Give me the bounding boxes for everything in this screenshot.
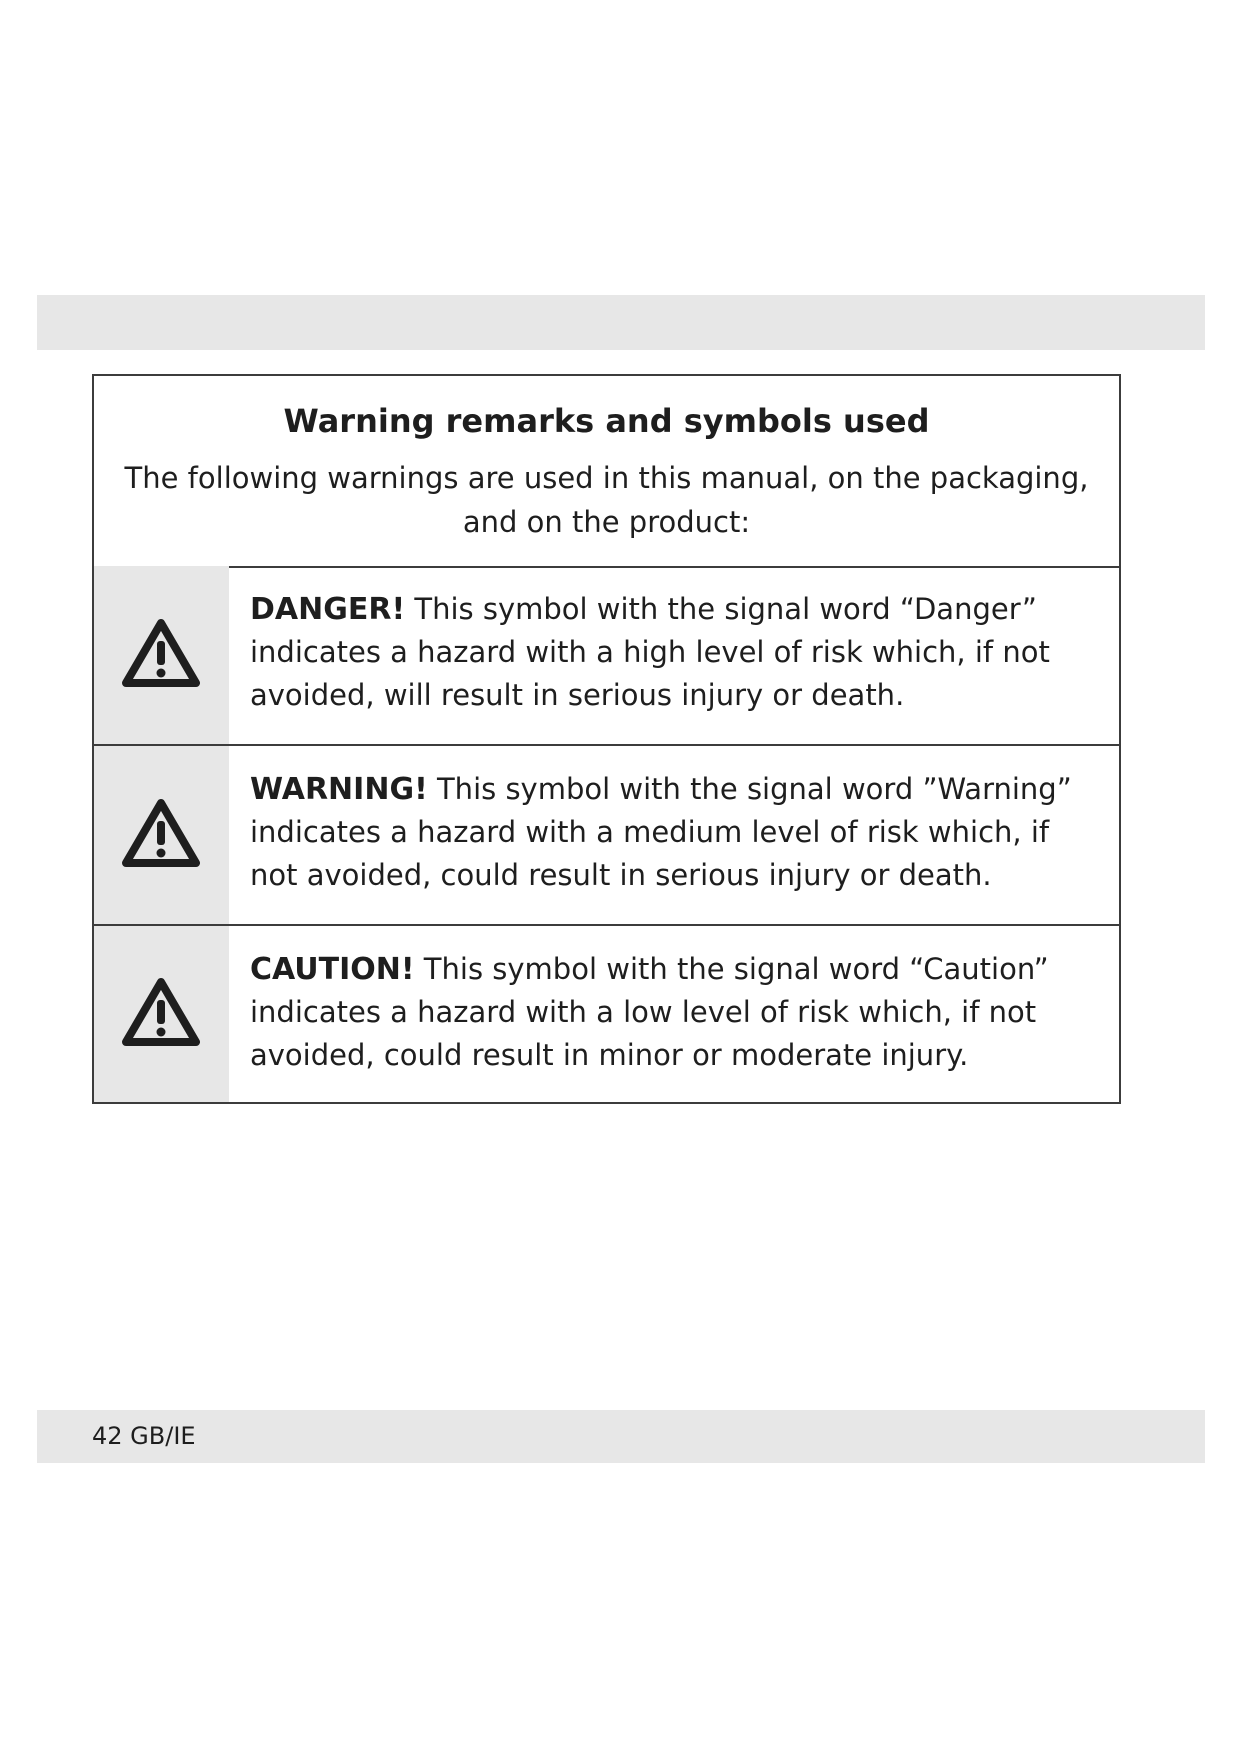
icon-cell [94,566,229,744]
signal-word: DANGER! [250,592,406,627]
warning-description [250,768,1100,897]
signal-word: WARNING! [250,772,428,807]
signal-word: CAUTION! [250,952,415,987]
warning-row-warning [94,746,1119,926]
warning-triangle-icon [120,976,202,1048]
warning-text: This symbol with the signal word ”Warning” indicates a hazard with a medium level of risk which, if not avoided, could result in serious injury or death. [250,772,1072,892]
warning-row-caution [94,926,1119,1102]
warning-table [92,374,1121,1104]
table-title: Warning remarks and symbols used [283,402,930,440]
warning-description [250,948,1100,1077]
warning-text: This symbol with the signal word “Danger” indicates a hazard with a high level of risk which, if not avoided, will result in serious injury or death. [250,592,1050,712]
page-number: 42 GB/IE [92,1422,196,1450]
warning-triangle-icon [120,797,202,869]
table-intro: The following warnings are used in this manual, on the packaging, and on the product: [124,461,1089,539]
icon-cell [94,926,229,1102]
warning-triangle-icon [120,617,202,689]
header-band [37,295,1205,350]
icon-cell [94,746,229,924]
warning-row-danger [94,566,1119,746]
table-header [94,376,1119,568]
warning-description [250,588,1100,717]
warning-text: This symbol with the signal word “Caution” indicates a hazard with a low level of risk which, if not avoided, could result in minor or moderate injury. [250,952,1049,1072]
footer-band [37,1410,1205,1463]
